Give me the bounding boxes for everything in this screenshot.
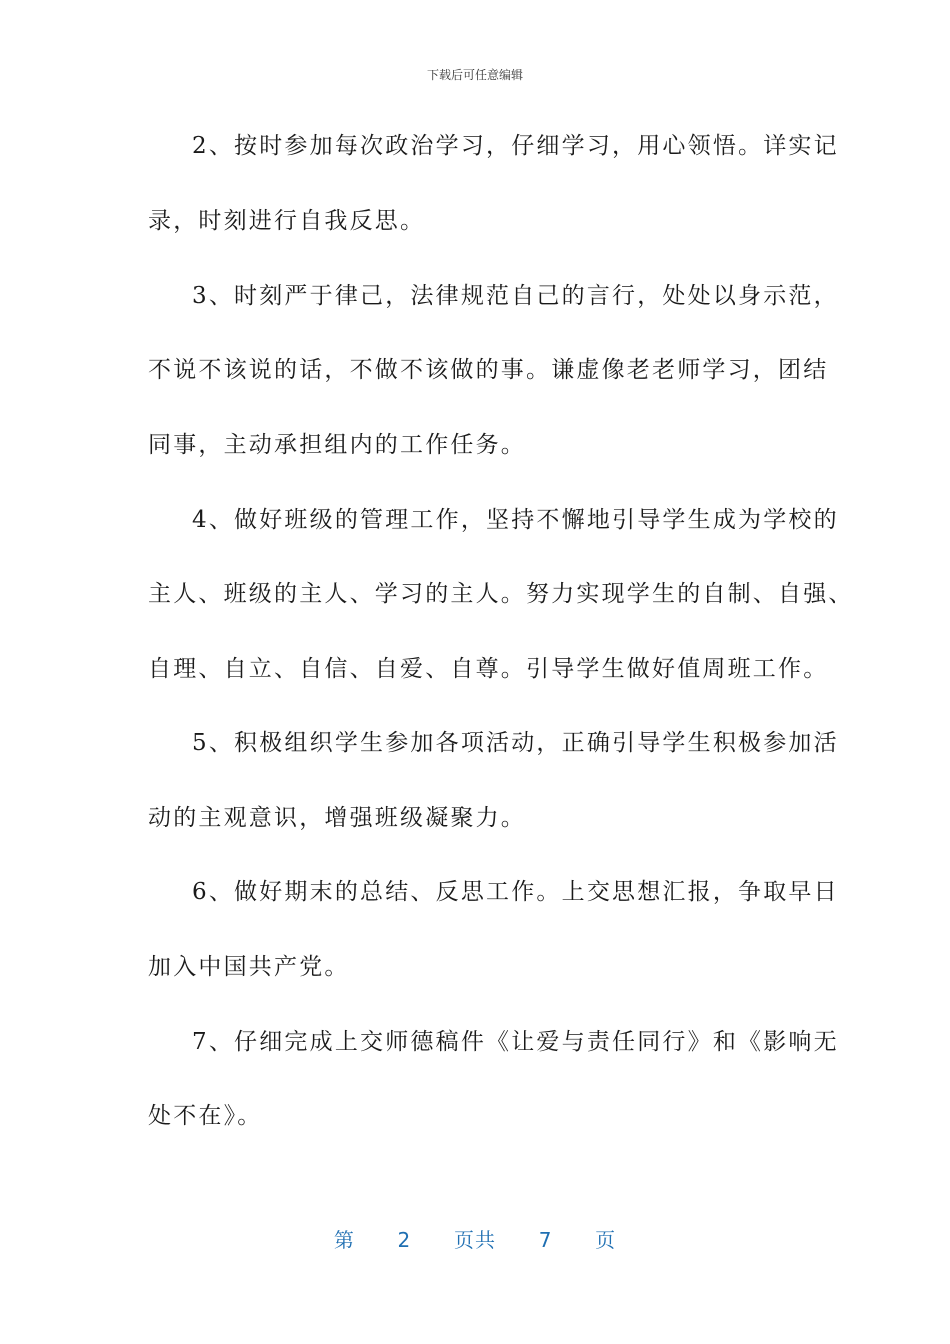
page-footer xyxy=(0,1224,950,1253)
paragraph-line: 6、做好期末的总结、反思工作。上交思想汇报，争取早日 xyxy=(192,879,839,905)
paragraph-line: 主人、班级的主人、学习的主人。努力实现学生的自制、自强、 xyxy=(148,581,854,607)
paragraph-line: 加入中国共产党。 xyxy=(148,954,350,980)
footer-prefix: 第 xyxy=(333,1228,355,1252)
paragraph-line: 同事，主动承担组内的工作任务。 xyxy=(148,432,526,458)
page-header: 下载后可任意编辑 xyxy=(426,68,523,82)
current-page-number: 2 xyxy=(397,1228,412,1252)
paragraph-line: 处不在》。 xyxy=(148,1103,263,1129)
total-pages-number: 7 xyxy=(538,1228,553,1252)
footer-middle: 页共 xyxy=(454,1228,496,1252)
paragraph-line: 动的主观意识，增强班级凝聚力。 xyxy=(148,805,526,831)
paragraph-line: 4、做好班级的管理工作，坚持不懈地引导学生成为学校的 xyxy=(192,507,839,533)
paragraph-line: 2、按时参加每次政治学习，仔细学习，用心领悟。详实记 xyxy=(192,133,839,159)
paragraph-line: 自理、自立、自信、自爱、自尊。引导学生做好值周班工作。 xyxy=(148,656,829,682)
paragraph-line: 录，时刻进行自我反思。 xyxy=(148,208,426,234)
paragraph-line: 7、仔细完成上交师德稿件《让爱与责任同行》和《影响无 xyxy=(192,1029,839,1055)
footer-suffix: 页 xyxy=(595,1228,617,1252)
paragraph-line: 5、积极组织学生参加各项活动，正确引导学生积极参加活 xyxy=(192,730,839,756)
paragraph-line: 3、时刻严于律己，法律规范自己的言行，处处以身示范， xyxy=(192,283,839,309)
paragraph-line: 不说不该说的话，不做不该做的事。谦虚像老老师学习，团结 xyxy=(148,357,829,383)
